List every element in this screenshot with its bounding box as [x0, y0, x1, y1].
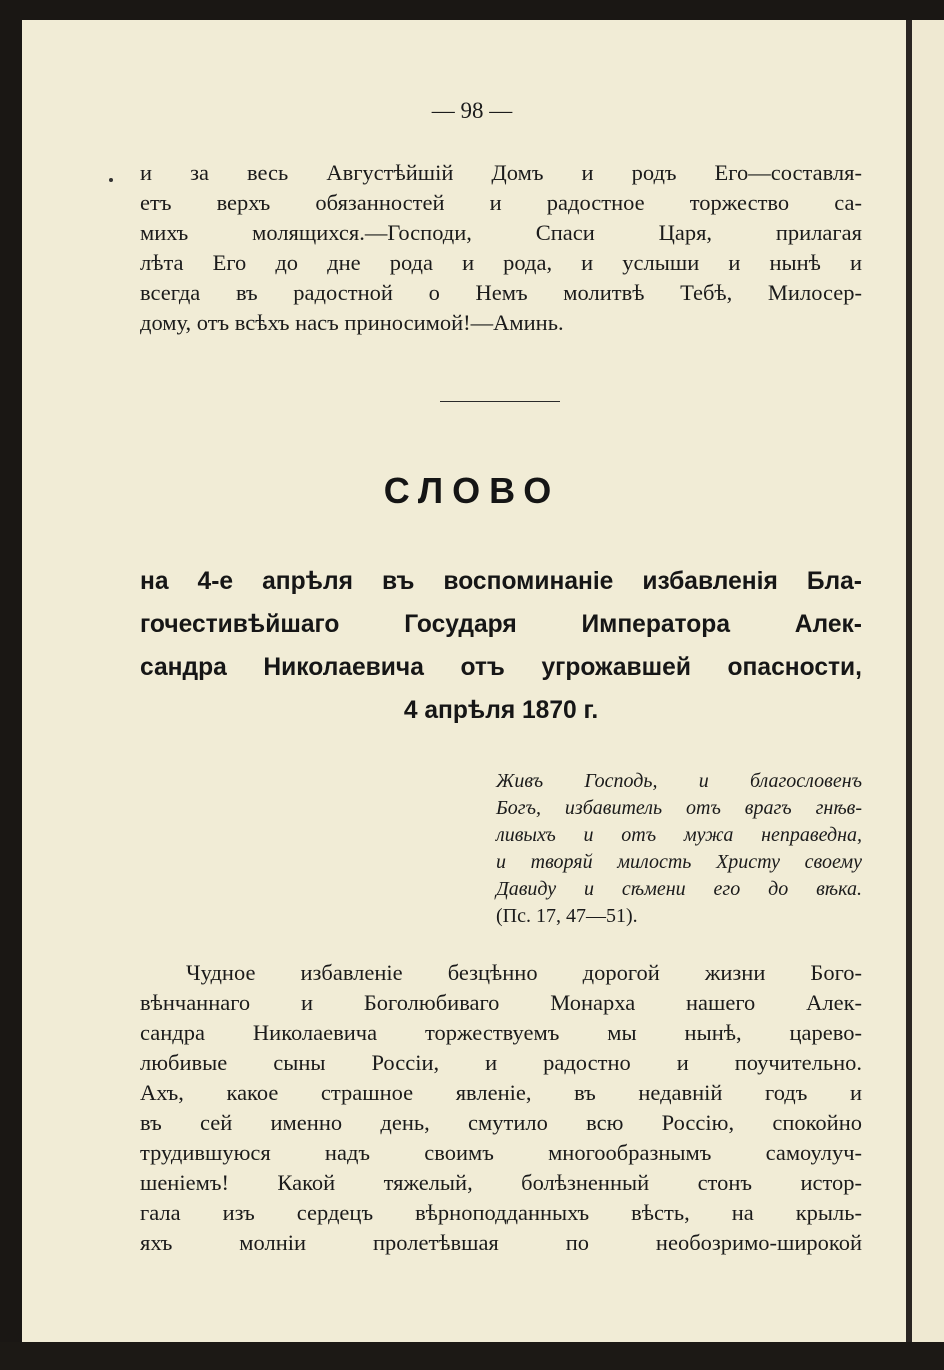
- text-line: шеніемъ! Какой тяжелый, болѣзненный стонъ истор-: [140, 1170, 862, 1195]
- subtitle-line: 4 апрѣля 1870 г.: [403, 697, 599, 724]
- subtitle-line: сандра Николаевича отъ угрожавшей опасности,: [140, 654, 862, 681]
- epigraph-line: и творяй милость Христу своему: [496, 851, 862, 873]
- text-line: гала изъ сердецъ вѣрноподданныхъ вѣсть, на крыль-: [140, 1200, 862, 1225]
- body-paragraph: [140, 958, 862, 1258]
- text-line: яхъ молніи пролетѣвшая по необозримо-широкой: [140, 1230, 862, 1255]
- text-line: въ сей именно день, смутило всю Россію, спокойно: [140, 1110, 862, 1135]
- epigraph-reference: (Пс. 17, 47—51).: [496, 905, 638, 927]
- text-line: всегда въ радостной о Немъ молитвѣ Тебѣ, Милосер-: [140, 280, 862, 305]
- text-line: любивые сыны Россіи, и радостно и поучительно.: [140, 1050, 862, 1075]
- sermon-heading: СЛОВО: [383, 470, 561, 511]
- text-line: трудившуюся надъ своимъ многообразнымъ самоулуч-: [140, 1140, 862, 1165]
- text-line: сандра Николаевича торжествуемъ мы нынѣ, царево-: [140, 1020, 862, 1045]
- scan-bottom-edge: [0, 1342, 944, 1370]
- epigraph-line: ливыхъ и отъ мужа неправедна,: [496, 824, 862, 846]
- text-line: михъ молящихся.—Господи, Спаси Царя, прилагая: [140, 220, 862, 245]
- text-line: вѣнчаннаго и Боголюбиваго Монарха нашего Алек-: [140, 990, 862, 1015]
- text-line: лѣта Его до дне рода и рода, и услыши и нынѣ и: [140, 250, 862, 275]
- epigraph-line: Живъ Господь, и благословенъ: [496, 770, 862, 792]
- text-line: дому, отъ всѣхъ насъ приносимой!—Аминь.: [140, 310, 564, 335]
- text-line: Ахъ, какое страшное явленіе, въ недавній годъ и: [140, 1080, 862, 1105]
- margin-mark: [109, 178, 113, 182]
- subtitle-line: гочестивѣйшаго Государя Императора Алек-: [140, 611, 862, 638]
- text-line: етъ верхъ обязанностей и радостное торжество са-: [140, 190, 862, 215]
- sermon-subtitle: [140, 560, 862, 732]
- epigraph: [496, 768, 862, 930]
- section-divider: [440, 401, 560, 402]
- adjacent-page-edge: [912, 20, 944, 1342]
- epigraph-line: Давиду и сѣмени его до вѣка.: [496, 878, 862, 900]
- epigraph-line: Богъ, избавитель отъ врагъ гнѣв-: [496, 797, 862, 819]
- page-number: — 98 —: [431, 98, 513, 123]
- subtitle-line: на 4-е апрѣля въ воспоминаніе избавленія Бла-: [140, 568, 862, 595]
- text-line: Чудное избавленіе безцѣнно дорогой жизни Бого-: [186, 960, 862, 985]
- text-line: и за весь Августѣйшій Домъ и родъ Его—составля-: [140, 160, 862, 185]
- continuation-paragraph: [140, 158, 862, 338]
